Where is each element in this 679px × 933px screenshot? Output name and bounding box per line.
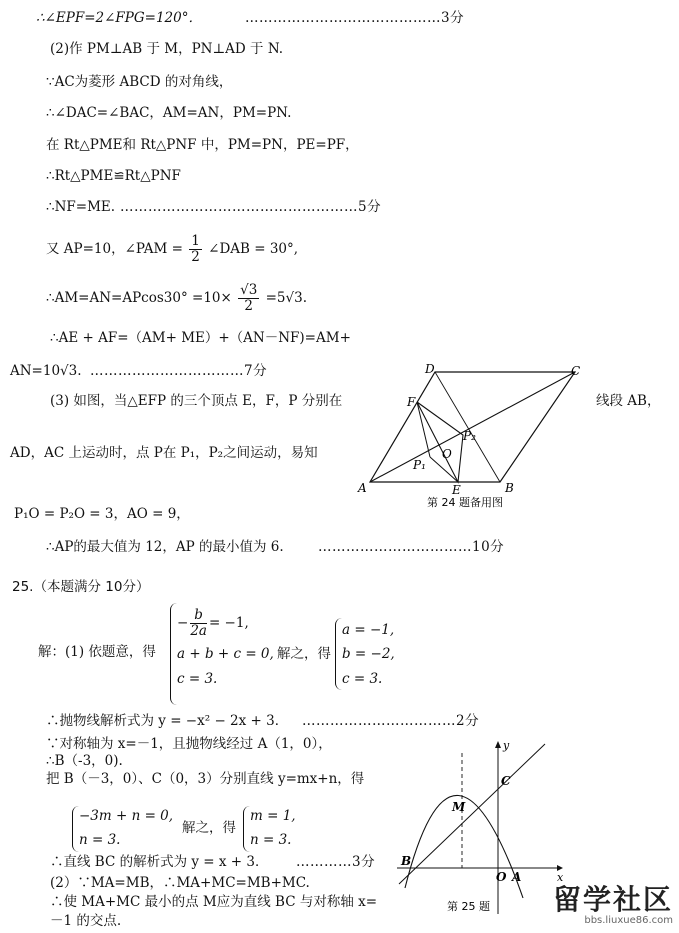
watermark-url: bbs.liuxue86.com: [584, 915, 673, 926]
line-18: ∴B（-3，0).: [46, 753, 123, 769]
line-7: ∴NF=ME.: [46, 199, 116, 215]
solve-1: 解之，得: [277, 646, 331, 662]
line-23: －1 的交点.: [50, 913, 122, 929]
score-10: ……………………………10分: [318, 539, 505, 555]
den: 2: [244, 298, 254, 314]
text: ∠DAB = 30°,: [208, 241, 299, 257]
brace-sys2: [335, 618, 342, 690]
line-15: ∴AP的最大值为 12，AP 的最小值为 6.: [46, 539, 284, 555]
label-o: O: [496, 870, 507, 884]
label-e: E: [452, 483, 461, 497]
line-13: AD，AC 上运动时，点 P在 P₁，P₂之间运动，易知: [10, 445, 318, 461]
line-11: AN=10√3.: [10, 363, 82, 379]
label-c: C: [571, 364, 581, 378]
label-m: M: [452, 800, 466, 814]
line-5: 在 Rt△PME和 Rt△PNF 中，PM=PN，PE=PF，: [46, 137, 359, 153]
num: √3: [240, 282, 258, 298]
den: 2: [191, 249, 200, 265]
score-3: ……………………………………3分: [245, 10, 465, 26]
sys4-row2: n = 3.: [250, 832, 292, 848]
fraction-sqrt3: [238, 283, 259, 314]
label-p2: P₂: [463, 429, 476, 443]
fraction-b-2a: [190, 608, 207, 639]
sys1-row2: a + b + c = 0,: [177, 646, 274, 662]
line-1: [36, 9, 202, 27]
line-3: ∵AC为菱形 ABCD 的对角线，: [46, 74, 233, 90]
watermark-logo: 留学社区: [552, 883, 673, 916]
figure-24-rhombus: [355, 362, 595, 509]
sys1-row3: c = 3.: [177, 671, 218, 687]
line-21: (2）∵MA=MB，∴MA+MC=MB+MC.: [50, 875, 310, 891]
q25-intro: 解：(1) 依题意，得: [38, 644, 156, 660]
label-p1: P₁: [413, 458, 426, 472]
label-a: A: [512, 870, 522, 884]
line-6: ∴Rt△PME≌Rt△PNF: [46, 168, 181, 184]
watermark: [553, 885, 673, 927]
score-5: ……………………………………………5分: [120, 199, 382, 215]
sys2-row1: a = −1,: [342, 622, 395, 638]
sys3-row2: n = 3.: [79, 832, 121, 848]
diagonal-bd: [435, 372, 500, 482]
caption-24: 第 24 题备用图: [427, 496, 503, 509]
line-14: P₁O = P₂O = 3，AO = 9，: [14, 506, 190, 522]
figure-25-parabola: [395, 738, 575, 918]
y-arrow: [495, 741, 501, 748]
sys2-row3: c = 3.: [342, 671, 383, 687]
label-y: y: [503, 739, 510, 752]
text: ∴AM=AN=APcos30° =10×: [46, 290, 232, 306]
label-d: D: [425, 362, 435, 376]
line-20: ∴直线 BC 的解析式为 y = x + 3．: [50, 854, 269, 870]
label-x: x: [557, 871, 564, 884]
line-12b: 线段 AB，: [596, 393, 661, 409]
line-19: 把 B（－3，0）、C（0，3）分别直线 y=mx+n，得: [46, 771, 365, 787]
line-22: ∴使 MA+MC 最小的点 M应为直线 BC 与对称轴 x=: [50, 894, 378, 910]
sys3-row1: −3m + n = 0,: [79, 808, 174, 824]
diagonal-ac: [370, 372, 575, 482]
score-3b: …………3分: [296, 854, 376, 870]
line-8: [46, 234, 298, 265]
caption-25: 第 25 题: [447, 900, 490, 913]
label-f: F: [407, 395, 416, 409]
line-10: ∴AE + AF=（AM+ ME）+（AN－NF)=AM+: [50, 330, 351, 346]
text: 又 AP=10，∠PAM =: [46, 241, 183, 257]
brace-sys4: [243, 806, 250, 852]
text: = −1,: [208, 615, 249, 631]
solve-2: 解之，得: [182, 820, 236, 836]
fraction-half: [189, 234, 202, 265]
line-12a: (3) 如图，当△EFP 的三个顶点 E，F，P 分别在: [50, 393, 343, 409]
num: 1: [191, 233, 200, 249]
brace-sys3: [72, 806, 79, 852]
label-a: A: [358, 481, 367, 495]
den: 2a: [190, 623, 207, 639]
label-b: B: [401, 854, 412, 868]
brace-sys1: [170, 603, 177, 705]
q25-title: 25.（本题满分 10分）: [12, 579, 150, 595]
sys2-row2: b = −2,: [342, 646, 395, 662]
line-bc: [399, 744, 545, 884]
num: b: [190, 608, 207, 624]
score-7: ……………………………7分: [90, 363, 268, 379]
score-2: ……………………………2分: [302, 713, 480, 729]
sys4-row1: m = 1,: [250, 808, 296, 824]
line-4: ∴∠DAC=∠BAC，AM=AN，PM=PN.: [46, 105, 292, 121]
line-2: (2)作 PM⊥AB 于 M，PN⊥AD 于 N.: [50, 41, 284, 57]
text: ∴∠EPF=2∠FPG=120°．: [36, 10, 202, 26]
text: =5√3.: [265, 290, 308, 306]
label-o: O: [442, 447, 452, 461]
line-16: ∴抛物线解析式为 y = −x² − 2x + 3．: [46, 713, 289, 729]
line-9: [46, 283, 307, 314]
label-b: B: [505, 481, 514, 495]
line-17: ∵对称轴为 x=－1，且抛物线经过 A（1，0），: [46, 736, 332, 752]
sys1-row1: − $\frac{b}{2a}$ = −1,: [177, 607, 249, 639]
label-c: C: [501, 774, 511, 788]
